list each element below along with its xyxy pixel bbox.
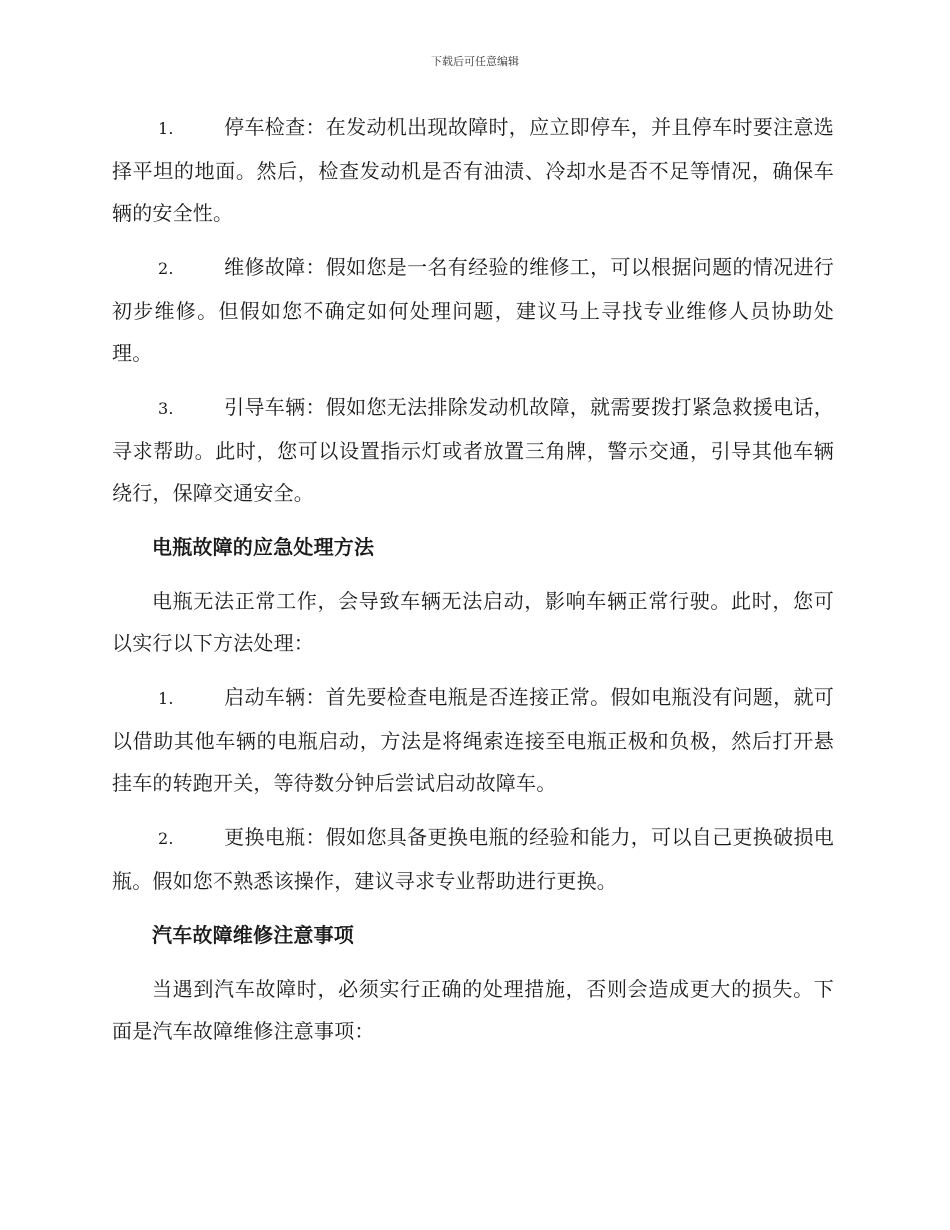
list-number: 2. <box>158 829 174 848</box>
section-heading: 汽车故障维修注意事项 <box>152 923 354 947</box>
list-number: 1. <box>158 119 174 138</box>
list-text: 停车检查：在发动机出现故障时，应立即停车，并且停车时要注意选择平坦的地面。然后，检查发动机是否有油渍、冷却水是否不足等情况，确保车辆的安全性。 <box>112 115 834 225</box>
list-number: 2. <box>158 259 174 278</box>
list-text: 启动车辆：首先要检查电瓶是否连接正常。假如电瓶没有问题，就可以借助其他车辆的电瓶启动，方法是将绳索连接至电瓶正极和负极，然后打开悬挂车的转跑开关，等待数分钟后尝试启动故障车。 <box>112 685 834 795</box>
list-text: 引导车辆：假如您无法排除发动机故障，就需要拨打紧急救援电话，寻求帮助。此时，您可以设置指示灯或者放置三角牌，警示交通，引导其他车辆绕行，保障交通安全。 <box>112 395 834 505</box>
list-text: 维修故障：假如您是一名有经验的维修工，可以根据问题的情况进行初步维修。但假如您不确定如何处理问题，建议马上寻找专业维修人员协助处理。 <box>112 255 834 365</box>
list-number: 3. <box>158 399 174 418</box>
list-item <box>112 816 834 902</box>
document-body <box>112 106 834 1064</box>
list-item <box>112 386 834 514</box>
list-item <box>112 246 834 374</box>
list-number: 1. <box>158 689 174 708</box>
list-item <box>112 106 834 234</box>
section-heading: 电瓶故障的应急处理方法 <box>152 535 375 559</box>
list-text: 更换电瓶：假如您具备更换电瓶的经验和能力，可以自己更换破损电瓶。假如您不熟悉该操作，建议寻求专业帮助进行更换。 <box>112 825 834 893</box>
page-header: 下载后可任意编辑 <box>431 55 519 68</box>
list-item <box>112 676 834 804</box>
paragraph: 当遇到汽车故障时，必须实行正确的处理措施，否则会造成更大的损失。下面是汽车故障维修注意事项： <box>112 977 834 1043</box>
paragraph: 电瓶无法正常工作，会导致车辆无法启动，影响车辆正常行驶。此时，您可以实行以下方法处理： <box>112 589 834 655</box>
